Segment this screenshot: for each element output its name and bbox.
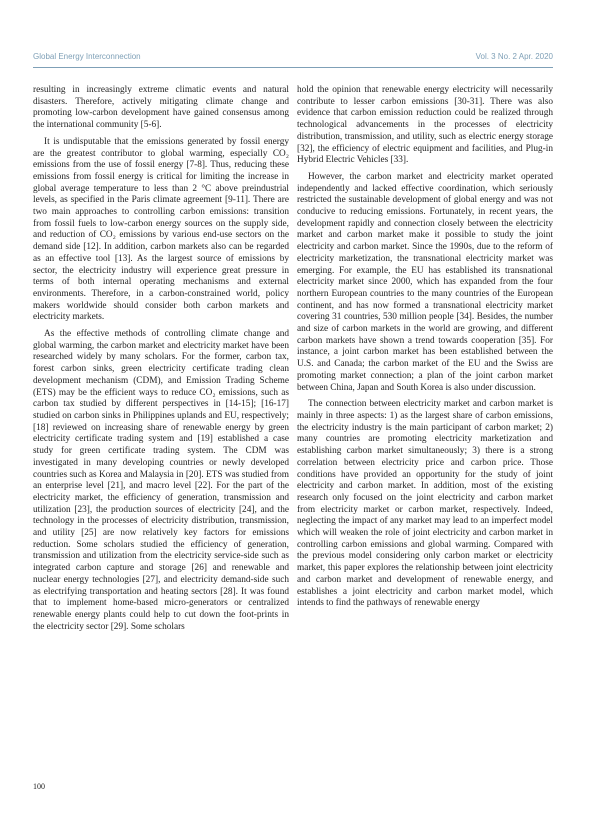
- left-column: [33, 85, 289, 638]
- paragraph: As the effective methods of controlling climate change and global warming, the carbon market and electricity market have been researched widely by many scholars. For the former, carbon tax, forest carbon sinks, green electricity certificate trading clean development mechanism (CDM), and Emission Trading Scheme (ETS) may be the efficient ways to reduce CO₂ emissions, such as carbon tax studied by different perspectives in [14-15]; [16-17] studied on carbon sinks in Philippines uplands and EU, respectively; [18] reviewed on increasing share of renewable energy by green electricity certificate trading system and [19] established a case study for green certificate trading system. The CDM was investigated in many developing countries or newly developed countries such as Korea and Malaysia in [20]. ETS was studied from an enterprise level [21], and macro level [22]. For the part of the electricity market, the efficiency of generation, transmission and utilization [23], the production sources of electricity [24], and the technology in the processes of electricity distribution, transmission, and utility [25] are now relatively key factors for emissions reduction. Some scholars studied the efficiency of generation, transmission and utilization from the electricity service-side such as integrated carbon capture and storage [26] and renewable and nuclear energy technologies [27], and electricity demand-side such as electrifying transportation and heating sectors [28]. It was found that to implement home-based micro-generators or centralized renewable energy plants could help to cut down the foot-prints in the electricity sector [29]. Some scholars: [33, 329, 289, 632]
- paragraph: The connection between electricity market and carbon market is mainly in three aspects: 1) as the largest share of carbon emissions, the electricity industry is the main participant of carbon market; 2) many countries are promoting electricity marketization and establishing carbon market simultaneously; 3) there is a strong correlation between electricity price and carbon price. Those conditions have provided an opportunity for the study of joint electricity and carbon market. In addition, most of the existing research only focused on the joint electricity and carbon market from electricity market or carbon market, respectively. Indeed, neglecting the impact of any market may lead to an imperfect model which will weaken the role of joint electricity and carbon market in controlling carbon emissions and global warming. Compared with the previous model considering only carbon market or electricity market, this paper explores the relationship between joint electricity and carbon market and development of renewable energy, and establishes a joint electricity and carbon market model, which intends to find the pathways of renewable energy: [297, 399, 553, 609]
- paragraph: resulting in increasingly extreme climatic events and natural disasters. Therefore, actively mitigating climate change and promoting low-carbon development have gained consensus among the international community [5-6].: [33, 85, 289, 131]
- page-number: 100: [33, 782, 45, 791]
- right-column: [297, 85, 553, 615]
- issue-info: Vol. 3 No. 2 Apr. 2020: [475, 52, 553, 61]
- paragraph: It is undisputable that the emissions generated by fossil energy are the greatest contributor to global warming, especially CO₂ emissions from the use of fossil energy [7-8]. Thus, reducing these emissions from fossil energy is critical for limiting the increase in global average temperature to less than 2 °C above preindustrial levels, as specified in the Paris climate agreement [9-11]. There are two main approaches to controlling carbon emissions: transition from fossil fuels to low-carbon energy sources on the supply side, and reduction of CO₂ emissions by various end-use sectors on the demand side [12]. In addition, carbon markets also can be regarded as an effective tool [13]. As the largest source of emissions by sector, the electricity industry will experience great pressure in terms of both internal operating mechanisms and external environments. Therefore, in a carbon-constrained world, policy makers worldwide should consider both carbon markets and electricity markets.: [33, 136, 289, 323]
- paragraph: hold the opinion that renewable energy electricity will necessarily contribute to lesser carbon emissions [30-31]. There was also evidence that carbon emission reduction could be realized through technological advancements in the processes of electricity distribution, transmission, and utility, such as electric energy storage [32], the efficiency of electric equipment and facilities, and Plug-in Hybrid Electric Vehicles [33].: [297, 85, 553, 166]
- journal-title: Global Energy Interconnection: [33, 52, 141, 61]
- paragraph: However, the carbon market and electricity market operated independently and lacked effective coordination, which seriously restricted the sustainable development of global energy and was not conducive to reducing emissions. Fortunately, in recent years, the development rapidly and connection closely between the electricity market and carbon market make it possible to study the joint electricity and carbon market. Since the 1990s, due to the reform of electricity marketization, the transnational electricity market was emerging. For example, the EU has established its transnational electricity market since 2000, which has expanded from the four northern European countries to the many countries of the European continent, and has now formed a transnational electricity market covering 31 countries, 530 million people [34]. Besides, the number and size of carbon markets in the world are growing, and different carbon markets have shown a trend towards cooperation [35]. For instance, a joint carbon market has been established between the U.S. and Canada; the carbon market of the EU and the Swiss are promoting market connection; a plan of the joint carbon market between China, Japan and South Korea is also under discussion.: [297, 171, 553, 393]
- header-rule: [33, 67, 553, 68]
